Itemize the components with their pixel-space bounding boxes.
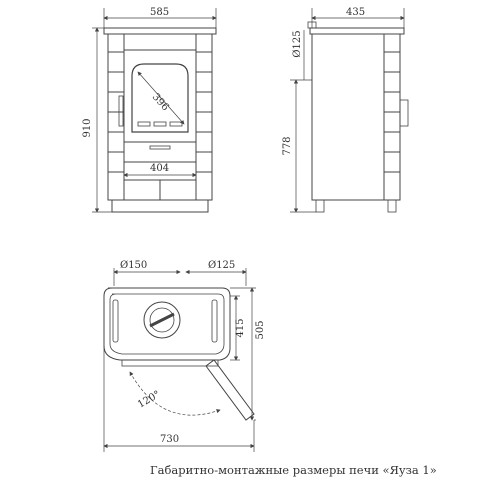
window-diagonal-label: 396 — [149, 91, 171, 114]
base-width-label: 404 — [150, 163, 170, 174]
door-angle-label: 120° — [136, 389, 163, 411]
pipe-right-label: Ø125 — [208, 260, 236, 271]
front-view — [92, 8, 216, 212]
pipe-left-label: Ø150 — [120, 260, 148, 271]
front-height-label: 910 — [82, 118, 93, 138]
outer-depth-label: 505 — [255, 320, 266, 340]
front-width-label: 585 — [150, 7, 170, 18]
door-height-label: 778 — [282, 136, 293, 156]
side-depth-label: 435 — [346, 7, 366, 18]
total-width-label: 730 — [160, 434, 180, 445]
drawing-caption: Габаритно-монтажные размеры печи «Яуза 1» — [150, 463, 437, 477]
side-view — [290, 8, 408, 212]
inner-depth-label: 415 — [235, 318, 246, 338]
top-view — [104, 268, 256, 452]
side-pipe-label: Ø125 — [292, 30, 303, 58]
